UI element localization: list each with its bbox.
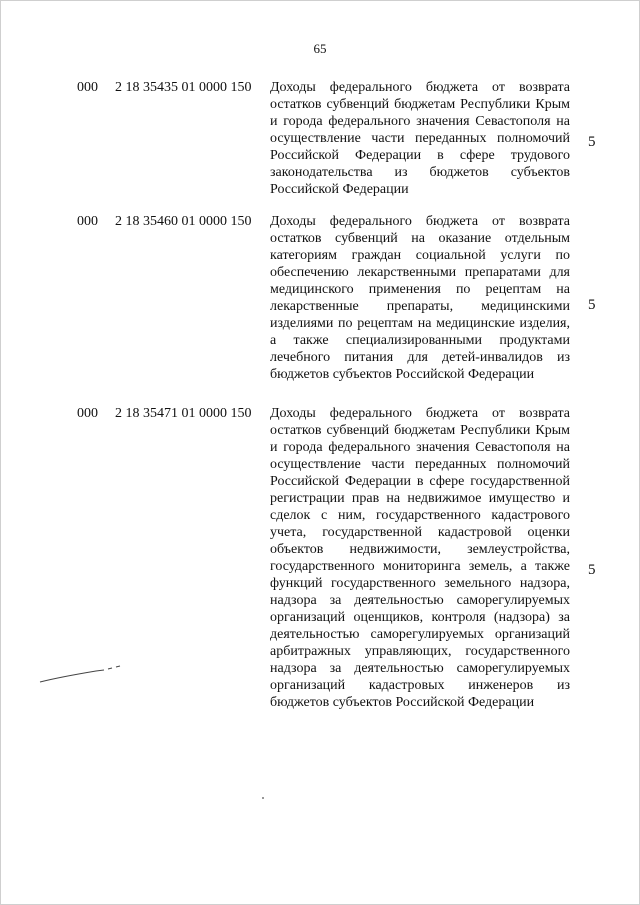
admin-code: 000	[77, 80, 98, 95]
budget-code: 2 18 35435 01 0000 150	[115, 80, 252, 95]
amount: 5	[588, 134, 596, 150]
amount: 5	[588, 297, 596, 313]
page-number: 65	[313, 41, 327, 56]
budget-code: 2 18 35460 01 0000 150	[115, 214, 252, 229]
amount: 5	[588, 562, 596, 578]
income-name: Доходы федерального бюджета от возврата остатков субвенций бюджетам Республики Крым и города федерального значения Севастополя на осуществление части переданных полномочий Российской Федерации в сфере трудового законодательства из бюджетов субъектов Российской Федерации	[270, 80, 570, 197]
income-name: Доходы федерального бюджета от возврата остатков субвенций бюджетам Республики Крым и города федерального значения Севастополя на осуществление части переданных полномочий Российской Федерации в сфере государственной регистрации прав на недвижимое имущество и сделок с ним, государственного кадастрового учета, государственной кадастровой оценки объектов недвижимости, землеустройства, государственного мониторинга земель, а также функций государственного земельного надзора, надзора за деятельностью саморегулируемых организаций оценщиков, контроля (надзора) за деятельностью саморегулируемых организаций арбитражных управляющих, государственного надзора за деятельностью саморегулируемых организаций кадастровых инженеров из бюджетов субъектов Российской Федерации	[270, 406, 570, 710]
admin-code: 000	[77, 406, 98, 421]
admin-code: 000	[77, 214, 98, 229]
income-name: Доходы федерального бюджета от возврата остатков субвенций на оказание отдельным категориям граждан социальной услуги по обеспечению лекарственными препаратами для медицинского применения по рецептам на лекарственные препараты, медицинскими изделиями по рецептам на медицинские изделия, а также специализированными продуктами лечебного питания для детей-инвалидов из бюджетов субъектов Российской Федерации	[270, 214, 570, 382]
scan-speck	[262, 797, 264, 799]
pen-mark	[38, 662, 128, 686]
budget-code: 2 18 35471 01 0000 150	[115, 406, 252, 421]
